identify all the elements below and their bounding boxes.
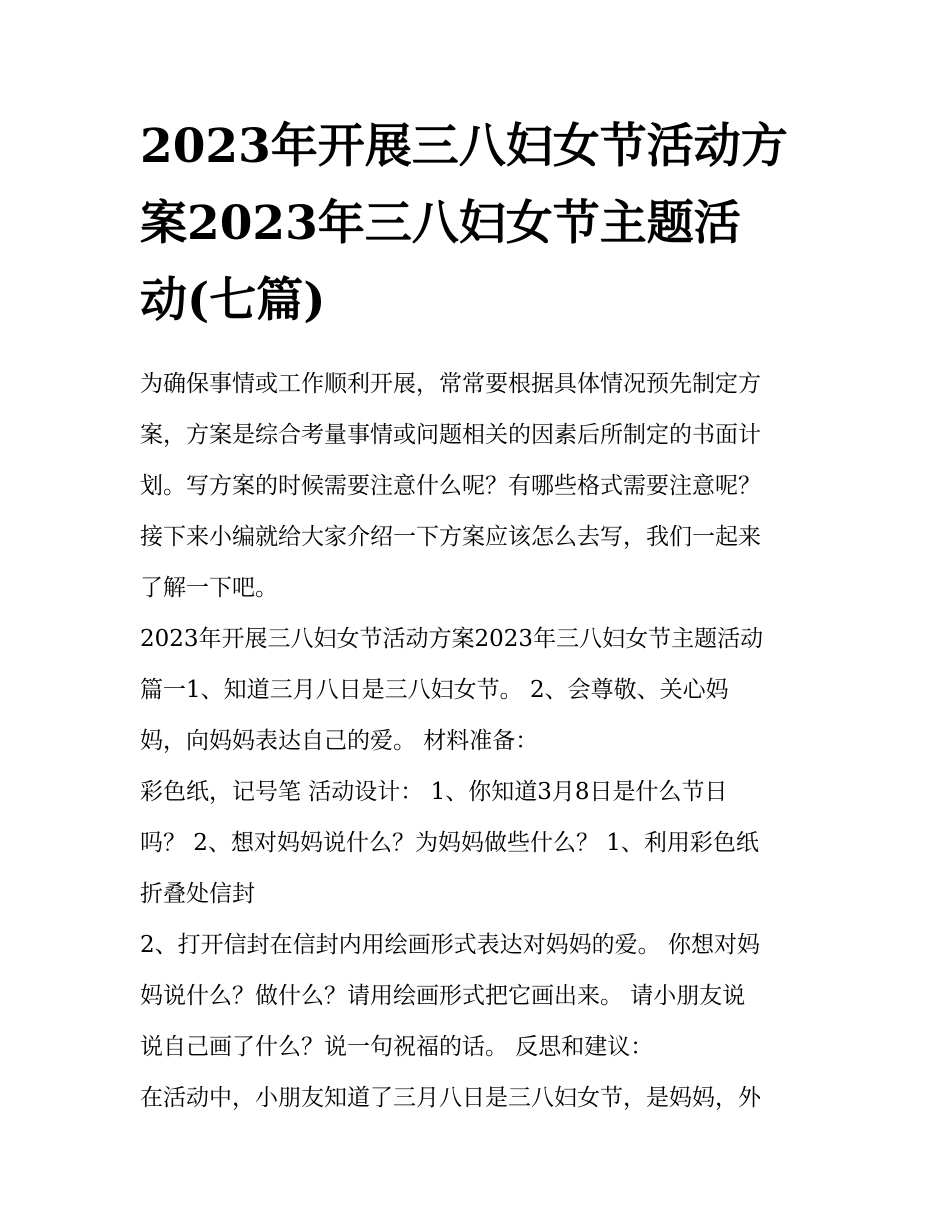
title-line: 案2023年三八妇女节主题活 xyxy=(140,196,741,251)
text-line: 吗？ 2、想对妈妈说什么？为妈妈做些什么？ 1、利用彩色纸 xyxy=(140,830,759,856)
text-line: 为确保事情或工作顺利开展，常常要根据具体情况预先制定方 xyxy=(140,371,761,397)
text-line: 妈，向妈妈表达自己的爱。 材料准备： xyxy=(140,728,539,754)
document-page xyxy=(140,108,820,1124)
text-line: 案，方案是综合考量事情或问题相关的因素后所制定的书面计 xyxy=(140,422,761,448)
document-title xyxy=(140,108,820,339)
document-body xyxy=(140,359,820,1124)
text-line: 划。写方案的时候需要注意什么呢？有哪些格式需要注意呢？ xyxy=(140,473,761,499)
heading-paragraph xyxy=(140,614,820,767)
materials-paragraph xyxy=(140,767,820,920)
text-line: 彩色纸，记号笔 活动设计： 1、你知道3月8日是什么节日 xyxy=(140,779,728,805)
text-line: 篇一1、知道三月八日是三八妇女节。 2、会尊敬、关心妈 xyxy=(140,677,729,703)
text-line: 在活动中，小朋友知道了三月八日是三八妇女节，是妈妈，外 xyxy=(140,1085,761,1111)
text-line: 2、打开信封在信封内用绘画形式表达对妈妈的爱。 你想对妈 xyxy=(140,932,760,958)
intro-paragraph xyxy=(140,359,820,614)
text-line: 2023年开展三八妇女节活动方案2023年三八妇女节主题活动 xyxy=(140,626,764,652)
text-line: 接下来小编就给大家介绍一下方案应该怎么去写，我们一起来 xyxy=(140,524,761,550)
title-line: 2023年开展三八妇女节活动方 xyxy=(140,119,788,174)
text-line: 说自己画了什么？说一句祝福的话。 反思和建议： xyxy=(140,1034,654,1060)
text-line: 妈说什么？做什么？请用绘画形式把它画出来。 请小朋友说 xyxy=(140,983,746,1009)
text-line: 折叠处信封 xyxy=(140,881,255,907)
activity-paragraph xyxy=(140,920,820,1073)
reflection-paragraph xyxy=(140,1073,820,1124)
text-line: 了解一下吧。 xyxy=(140,575,278,601)
title-line: 动(七篇) xyxy=(140,273,326,328)
